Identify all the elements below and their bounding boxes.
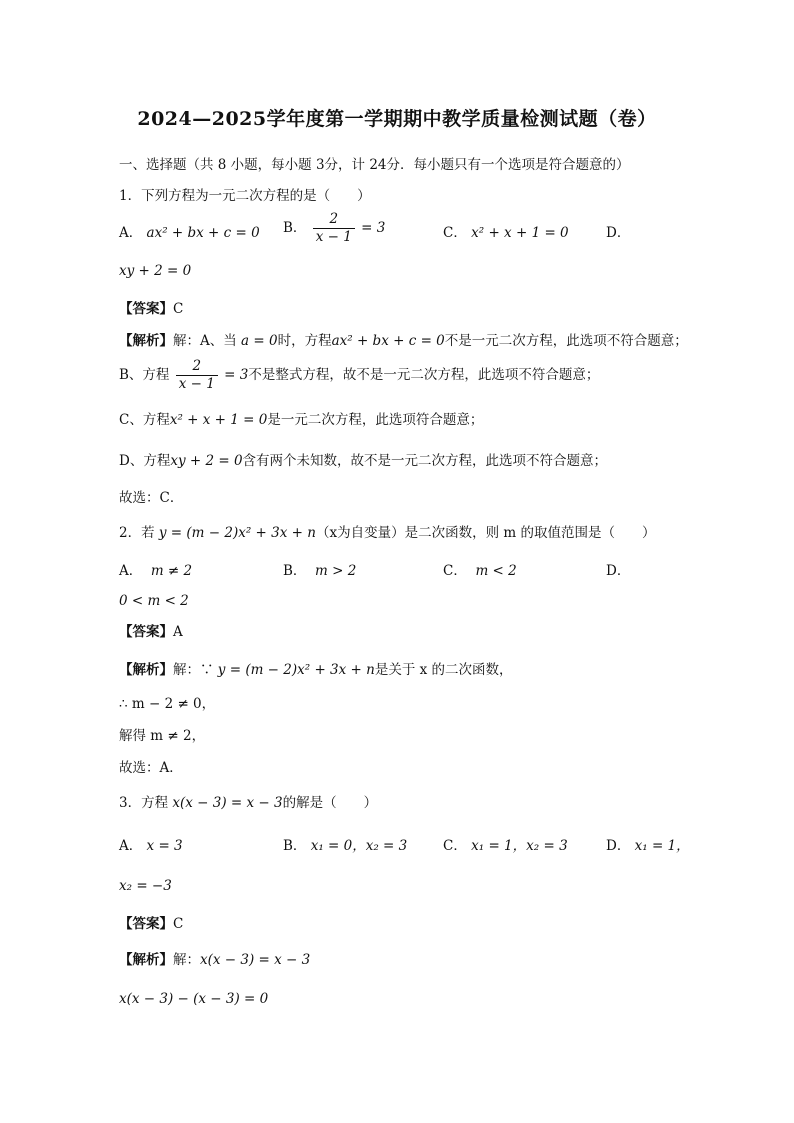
q2-answer-value: A	[173, 624, 183, 640]
q1-option-a[interactable]	[119, 223, 260, 243]
q2-answer	[119, 622, 183, 642]
q2-option-b[interactable]	[283, 561, 356, 581]
q1-option-a-math: ax² + bx + c = 0	[146, 225, 260, 241]
text: 不是一元二次方程，此选项不符合题意；	[444, 333, 688, 349]
math: ax² + bx + c = 0	[331, 333, 445, 349]
text: 是关于 x 的二次函数，	[374, 662, 513, 678]
q3-answer	[119, 914, 183, 934]
q1-option-d[interactable]	[606, 223, 630, 243]
math: y = (m − 2)x² + 3x + n	[158, 525, 316, 541]
q3-option-b-math: x₁ = 0，x₂ = 3	[310, 838, 408, 854]
fraction-denominator: x − 1	[178, 376, 215, 392]
q3-option-d-cont: x₂ = −3	[119, 878, 172, 894]
q3-option-d[interactable]	[606, 836, 690, 856]
math: y = (m − 2)x² + 3x + n	[217, 662, 375, 678]
text: 2．若	[119, 525, 159, 541]
q3-option-d-math: x₁ = 1，	[634, 838, 690, 854]
q2-analysis-line-2: ∴ m − 2 ≠ 0，	[119, 696, 216, 712]
q1-option-b-rhs: = 3	[361, 220, 386, 236]
section-heading: 一、选择题（共 8 小题，每小题 3分，计 24分．每小题只有一个选项是符合题意的）	[119, 157, 630, 173]
math: x² + x + 1 = 0	[169, 412, 268, 428]
q3-answer-value: C	[173, 916, 184, 932]
text: 是一元二次方程，此选项符合题意；	[267, 412, 484, 428]
answer-tag: 【答案】	[119, 916, 173, 932]
q3-option-d-label: D．	[606, 838, 631, 854]
q3-option-c[interactable]	[443, 836, 568, 856]
q2-option-b-math: m > 2	[315, 563, 357, 579]
text: 3．方程	[119, 795, 173, 811]
q3-stem	[119, 793, 377, 813]
q1-analysis-line-2	[119, 358, 599, 393]
fraction-numerator: 2	[313, 211, 355, 229]
answer-tag: 【答案】	[119, 301, 173, 317]
q3-option-a-math: x = 3	[146, 838, 183, 854]
text: 解：	[173, 952, 200, 968]
q2-option-a-math: m ≠ 2	[150, 563, 193, 579]
q2-option-c-label: C．	[443, 563, 467, 579]
q1-option-b-fraction	[313, 211, 355, 246]
text: （x为自变量）是二次函数，则 m 的取值范围是（ ）	[315, 525, 656, 541]
text: D、方程	[119, 453, 171, 469]
q1-option-c-label: C．	[443, 225, 467, 241]
answer-tag: 【答案】	[119, 624, 173, 640]
q1-option-b[interactable]	[283, 211, 385, 246]
q3-option-a-label: A．	[119, 838, 143, 854]
q1-option-d-math: xy + 2 = 0	[119, 263, 192, 279]
q3-analysis-line-2: x(x − 3) − (x − 3) = 0	[119, 991, 269, 1007]
q2-analysis-line-1	[119, 660, 513, 680]
q1-conclusion: 故选：C．	[119, 490, 184, 506]
q2-option-d-label: D．	[606, 563, 631, 579]
analysis-fraction	[176, 358, 218, 393]
q2-stem	[119, 523, 655, 543]
text: 的解是（ ）	[282, 795, 378, 811]
text: C、方程	[119, 412, 170, 428]
analysis-tag: 【解析】	[119, 662, 173, 678]
q1-answer-value: C	[173, 301, 184, 317]
q2-option-a[interactable]	[119, 561, 192, 581]
text: 解：A、当	[173, 333, 242, 349]
q3-option-b[interactable]	[283, 836, 407, 856]
text: B、方程	[119, 367, 170, 383]
q1-analysis-line-4	[119, 451, 607, 471]
q1-answer	[119, 299, 183, 319]
q1-analysis-line-1	[119, 331, 688, 351]
math: x(x − 3) = x − 3	[172, 795, 283, 811]
q2-option-a-label: A．	[119, 563, 143, 579]
q2-analysis-line-3: 解得 m ≠ 2，	[119, 728, 206, 744]
text: 含有两个未知数，故不是一元二次方程，此选项不符合题意；	[242, 453, 608, 469]
q3-option-c-label: C．	[443, 838, 467, 854]
q3-option-a[interactable]	[119, 836, 183, 856]
math: xy + 2 = 0	[170, 453, 243, 469]
q2-option-c-math: m < 2	[475, 563, 517, 579]
q1-option-d-label: D．	[606, 225, 631, 241]
q1-option-a-label: A．	[119, 225, 143, 241]
math: a = 0	[241, 333, 278, 349]
q2-option-d[interactable]	[606, 561, 630, 581]
q2-option-c[interactable]	[443, 561, 517, 581]
page-title: 2024—2025学年度第一学期期中教学质量检测试题（卷）	[137, 108, 657, 130]
text: 时，方程	[277, 333, 332, 349]
q1-option-b-label: B．	[283, 220, 307, 236]
q2-option-d-math: 0 < m < 2	[119, 593, 189, 609]
fraction-numerator: 2	[176, 358, 218, 376]
q3-option-b-label: B．	[283, 838, 307, 854]
text: 解：∵	[173, 662, 218, 678]
q1-option-c-math: x² + x + 1 = 0	[471, 225, 569, 241]
analysis-tag: 【解析】	[119, 333, 173, 349]
q1-option-c[interactable]	[443, 223, 569, 243]
math: = 3	[224, 367, 249, 383]
text: 不是整式方程，故不是一元二次方程，此选项不符合题意；	[248, 367, 600, 383]
q3-analysis-line-1	[119, 950, 310, 970]
q2-conclusion: 故选：A．	[119, 760, 183, 776]
q1-stem: 1．下列方程为一元二次方程的是（ ）	[119, 188, 371, 204]
q2-option-b-label: B．	[283, 563, 307, 579]
math: x(x − 3) = x − 3	[200, 952, 311, 968]
q3-option-c-math: x₁ = 1，x₂ = 3	[471, 838, 568, 854]
analysis-tag: 【解析】	[119, 952, 173, 968]
q1-analysis-line-3	[119, 410, 483, 430]
fraction-denominator: x − 1	[315, 229, 352, 245]
